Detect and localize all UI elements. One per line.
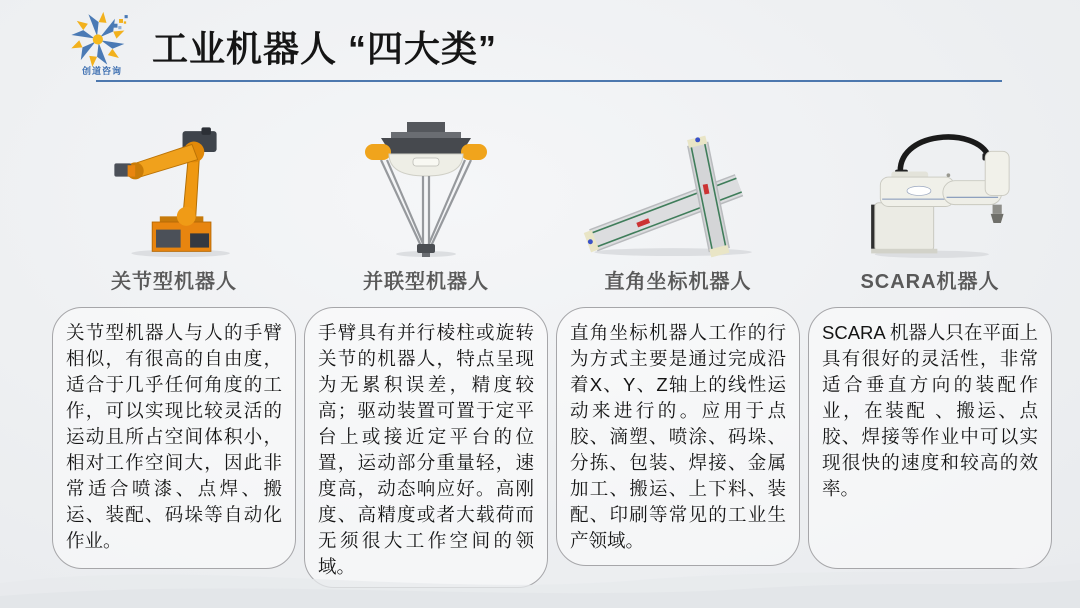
slide-title: 工业机器人 “四大类”	[152, 28, 498, 70]
robot-description: 关节型机器人与人的手臂相似，有很高的自由度，适合于几乎任何角度的工作，可以实现比较灵活的运动且所占空间体积小，相对工作空间大，因此非常适合喷漆、点焊、搬运、装配、码垛等自动化作业。	[66, 322, 282, 551]
cartesian-robot-image	[556, 106, 800, 258]
robot-description-box	[556, 307, 800, 566]
company-logo	[68, 8, 138, 80]
bottom-wave-decoration	[0, 538, 1080, 608]
column-scara-robot	[808, 106, 1052, 588]
articulated-robot-image	[52, 106, 296, 258]
robot-description-box	[808, 307, 1052, 569]
robot-type-title: 关节型机器人	[111, 271, 237, 293]
slide-header	[68, 8, 497, 80]
robot-description: 直角坐标机器人工作的行为方式主要是通过完成沿着X、Y、Z轴上的线性运动来进行的。应用于点胶、滴塑、喷涂、码垛、分拣、包装、焊接、金属加工、搬运、上下料、装配、印刷等常见的工业生产领域。	[570, 322, 786, 551]
parallel-robot-icon	[351, 118, 501, 258]
robot-description: SCARA 机器人只在平面上具有很好的灵活性，非常适合垂直方向的装配作业，在装配 、搬运、点胶、焊接等作业中可以实现很快的速度和较高的效率。	[822, 322, 1038, 499]
logo-text: 创道咨询	[82, 66, 123, 76]
robot-columns	[52, 106, 1052, 588]
robot-type-title: 直角坐标机器人	[604, 271, 752, 293]
robot-description-box	[52, 307, 296, 569]
articulated-robot-icon	[99, 116, 249, 258]
parallel-robot-image	[304, 106, 548, 258]
scara-robot-icon	[840, 120, 1020, 258]
cartesian-robot-icon	[578, 130, 778, 258]
title-underline	[96, 80, 1002, 82]
robot-type-title: SCARA机器人	[860, 271, 1000, 293]
column-articulated-robot	[52, 106, 296, 588]
robot-type-title: 并联型机器人	[363, 271, 489, 293]
robot-description: 手臂具有并行棱柱或旋转关节的机器人，特点呈现为无累积误差，精度较高；驱动装置可置于定平台上或接近定平台的位置，运动部分重量轻，速度高，动态响应好。高刚度、高精度或者大载荷而无须很大工作空间的领域。	[318, 322, 534, 577]
column-parallel-robot	[304, 106, 548, 588]
scara-robot-image	[808, 106, 1052, 258]
column-cartesian-robot	[556, 106, 800, 588]
